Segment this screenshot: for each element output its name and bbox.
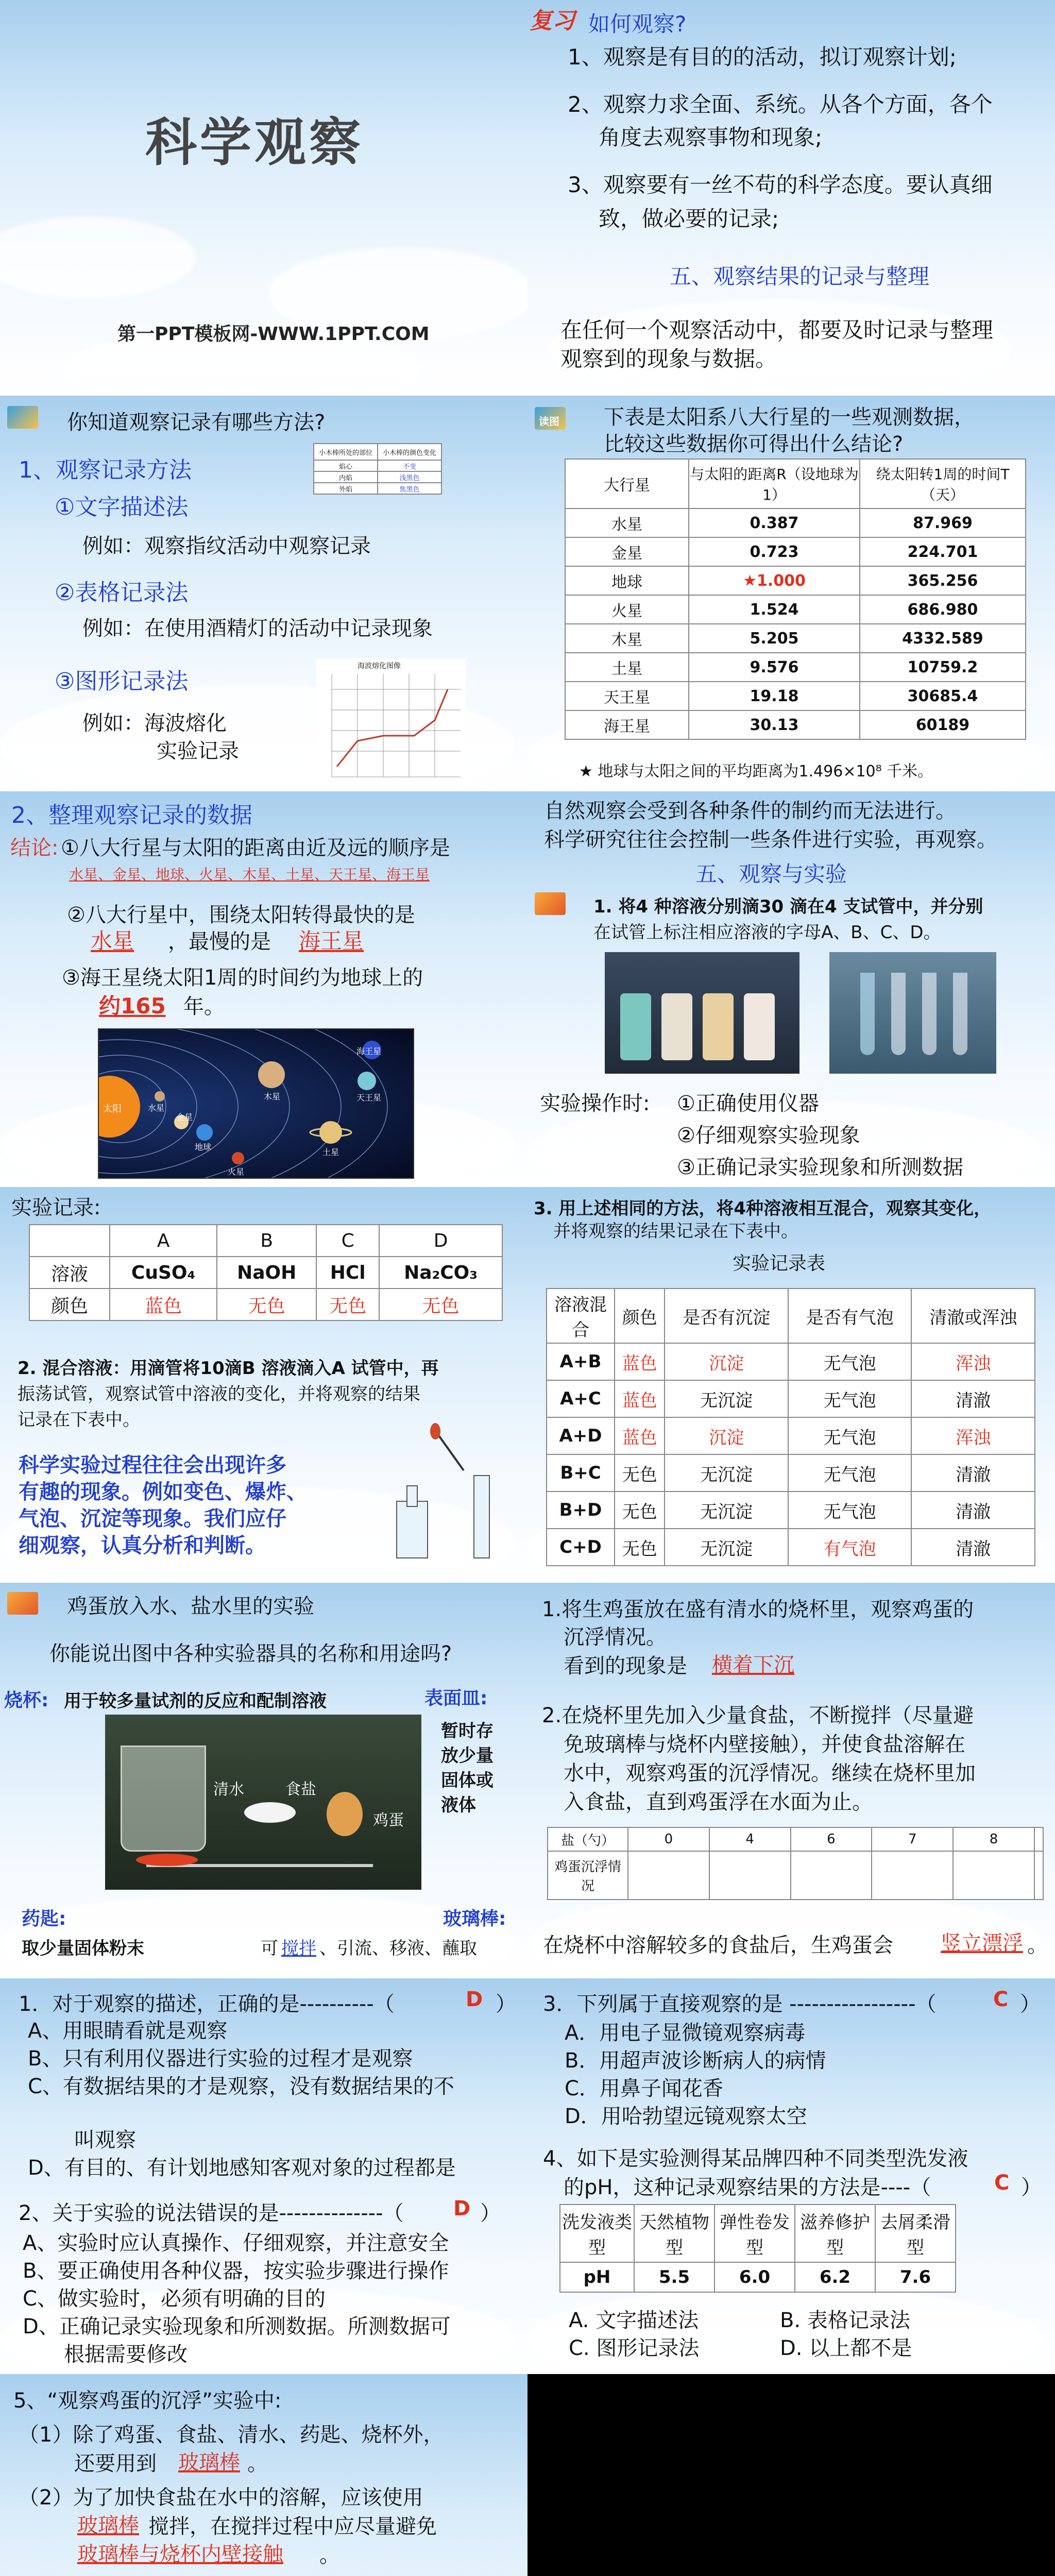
conclusion: ，最慢的是 [168,930,271,954]
step: 免玻璃棒与烧杯内壁接触），并使食盐溶解在 [564,1733,965,1756]
option: C．用鼻子闻花香 [565,2077,723,2100]
answer: 横着下沉 [712,1653,794,1677]
step: 水中，观察鸡蛋的沉浮情况。继续在烧杯里加 [564,1761,976,1785]
cell: 30.13 [689,710,860,739]
cell: 浑浊 [911,1417,1035,1454]
header-cell: 溶液混合 [547,1289,615,1343]
header-cell: 盐（勺） [548,1827,628,1851]
answer: 水星 [91,928,134,954]
option: 根据需要修改 [64,2343,188,2366]
cell: 蓝色 [615,1343,665,1380]
description: 用于较多量试剂的反应和配制溶液 [64,1691,327,1711]
cell: 清澈 [911,1492,1035,1529]
heading: 1、观察记录方法 [19,457,192,483]
cell: 蓝色 [615,1380,665,1417]
cell: 蓝色 [615,1417,665,1454]
cell: 不变 [378,460,441,471]
quiz-question: （2）为了加快食盐在水中的溶解，应该使用 [19,2486,423,2510]
header-cell: 天然植物型 [634,2205,714,2262]
header-cell: 清澈或浑浊 [911,1289,1035,1343]
cell: 无沉淀 [665,1529,788,1566]
question: 比较这些数据你可得出什么结论? [604,432,904,456]
answer: 玻璃棒 [77,2514,139,2537]
header-cell: D [379,1225,502,1257]
answer: 玻璃棒 [178,2451,240,2475]
method: ③图形记录法 [55,668,189,694]
option: A．用电子显微镜观察病毒 [565,2021,806,2045]
label: 烧杯: [4,1690,49,1711]
answer: 约165 [99,993,166,1019]
conclusion-label: 结论: [10,836,59,860]
slide-conclusions [0,791,528,1187]
header-cell: 8 [953,1827,1034,1851]
tip: 有趣的现象。例如变色、爆炸、 [19,1480,307,1504]
quiz-answer: C [994,2171,1010,2195]
option: D．用哈勃望远镜观察太空 [565,2105,807,2128]
cell: NaOH [217,1257,316,1289]
cell: 6.2 [795,2262,875,2292]
question: 你知道观察记录有哪些方法? [67,411,326,434]
header-cell: B [217,1225,316,1257]
quiz-question: 4、如下是实验测得某品牌四种不同类型洗发液 [543,2147,968,2171]
cell: 土星 [565,653,689,682]
header-cell: 0 [628,1827,709,1851]
quiz-question: ） [1021,2176,1042,2199]
cell: 0.387 [689,509,860,537]
option: D、有目的、有计划地感知客观对象的过程都是 [28,2156,456,2180]
step: 2.在烧杯里先加入少量食盐，不断搅拌（尽量避 [542,1704,974,1727]
option: A、实验时应认真操作、仔细观察，并注意安全 [23,2231,449,2255]
op-label: 实验操作时: [540,1092,650,1115]
quiz-question: 2、关于实验的说法错误的是--------------（ [19,2201,404,2225]
cell: 地球 [565,566,689,595]
cell: 686.980 [860,595,1026,624]
cell: 30685.4 [860,682,1026,710]
table-title: 实验记录表 [733,1253,826,1274]
quiz-question: 5、“观察鸡蛋的沉浮”实验中: [13,2389,282,2413]
conclusion: 在烧杯中溶解较多的食盐后，生鸡蛋会 [543,1934,893,1957]
exercise: 并将观察的结果记录在下表中。 [553,1221,798,1242]
chart-title: 海波熔化图像 [358,662,401,670]
cell: 10759.2 [860,653,1026,682]
quiz-question: 的pH，这种记录观察结果的方法是----（ [564,2176,931,2199]
example: 例如：在使用酒精灯的活动中记录现象 [82,617,433,640]
cell: A+C [547,1380,615,1417]
text: 科学研究往往会控制一些条件进行实验，再观察。 [544,828,997,852]
slide-egg-experiment [528,1583,1055,1978]
header-cell: 7 [872,1827,953,1851]
example: 例如：观察指纹活动中观察记录 [82,534,371,558]
slide-quiz-1 [0,1978,528,2374]
option: C. 图形记录法 [569,2336,700,2360]
header-cell: 6 [791,1827,872,1851]
example: 例如：海波熔化 [82,711,227,735]
header-cell: 4 [709,1827,791,1851]
planet-label: 水星 [148,1103,165,1113]
exercise: 3. 用上述相同的方法，将4种溶液相互混合，观察其变化， [534,1198,992,1219]
header-cell [29,1225,110,1257]
header-cell: C [316,1225,379,1257]
cell: A+D [547,1417,615,1454]
step: 看到的现象是 [564,1654,687,1678]
slide-egg-apparatus [0,1583,528,1978]
cell: 溶液 [29,1257,110,1289]
dropper-illustration [381,1414,515,1568]
exercise: 2. 混合溶液：用滴管将10滴B 溶液滴入A 试管中，再 [18,1358,439,1379]
activity-title: 鸡蛋放入水、盐水里的实验 [67,1595,314,1618]
photo-label: 清水 [213,1781,244,1799]
empty-area [528,2374,1055,2576]
cell: 浑浊 [911,1343,1035,1380]
mixing-table [546,1288,1035,1566]
cell: 5.5 [634,2262,714,2292]
description: 液体 [441,1795,476,1816]
quiz-question: 1．对于观察的描述，正确的是----------（ [19,1992,395,2016]
option: C、做实验时，必须有明确的目的 [23,2287,326,2311]
cell: Na₂CO₃ [379,1257,502,1289]
cell: 无气泡 [788,1492,912,1529]
cell: 无气泡 [788,1417,912,1454]
cell: 87.969 [860,509,1026,537]
option: A. 文字描述法 [569,2309,699,2332]
quiz-answer: D [466,1988,483,2011]
cell: B+C [547,1454,615,1492]
cell: 火星 [565,595,689,624]
activity-icon [7,1592,38,1615]
option: B．用超声波诊断病人的病情 [565,2049,826,2073]
planet-label: 天王星 [356,1093,382,1103]
section-heading: 五、观察结果的记录与整理 [670,264,930,289]
planet-label: 太阳 [103,1104,122,1114]
quiz-question [19,2573,423,2576]
tip: 科学实验过程往往会出现许多 [19,1453,286,1477]
cell: 内焰 [314,471,378,483]
description: 可 [261,1938,278,1959]
label: 实验记录: [11,1196,101,1219]
cell: 有气泡 [788,1529,912,1566]
cell: 清澈 [911,1529,1035,1566]
cell: 无色 [615,1492,665,1529]
quiz-question: 搅拌，在搅拌过程中应尽量避免 [148,2515,437,2538]
planet-label: 金星 [176,1112,193,1122]
test-tubes-photo [829,952,996,1074]
review-item: 2、观察力求全面、系统。从各个方面，各个 [568,92,993,117]
cell: HCl [316,1257,379,1289]
cell: 365.256 [860,566,1026,595]
mini-table [313,443,442,495]
cell: 1.524 [689,595,860,624]
slide-title [0,0,528,396]
description: 固体或 [441,1770,494,1791]
cell: 无色 [379,1289,502,1320]
cell: 无沉淀 [665,1492,788,1529]
cell: 7.6 [875,2262,956,2292]
label: 玻璃棒: [443,1908,506,1929]
page-title: 科学观察 [145,112,364,173]
melting-chart [316,658,466,787]
cell: 无色 [217,1289,316,1320]
review-item: 致，做必要的记录; [599,206,779,231]
review-tag: 复习 [530,8,575,34]
quiz-question: ） [1020,1992,1041,2016]
tip: 细观察，认真分析和判断。 [19,1534,266,1557]
quiz-question: 3．下列属于直接观察的是 -----------------（ [543,1992,937,2016]
slide-review [528,0,1055,396]
cell: 沉淀 [665,1343,788,1380]
review-item: 3、观察要有一丝不苟的科学态度。要认真细 [568,172,993,197]
cell: 9.576 [689,653,860,682]
review-item: 角度去观察事物和现象; [599,125,823,150]
header-cell: 颜色 [615,1289,665,1343]
cell: 海王星 [565,710,689,739]
planet-label: 海王星 [356,1046,382,1056]
quiz-answer: C [993,1988,1009,2011]
cell: 小木棒的颜色变化 [378,444,441,460]
answer: 竖立漂浮 [941,1931,1023,1955]
review-text: 观察到的现象与数据。 [560,346,777,371]
planet-label: 地球 [195,1142,212,1152]
cell: 4332.589 [860,624,1026,653]
planet-label: 木星 [264,1092,281,1101]
salt-table [547,1827,1044,1900]
review-item: 1、观察是有目的的活动，拟订观察计划; [568,44,957,70]
solar-system-image [98,1028,414,1179]
quiz-question: （1）除了鸡蛋、食盐、清水、药匙、烧杯外， [19,2423,444,2447]
quiz-question: ） [480,2201,501,2225]
conclusion: 。 [1027,1934,1048,1957]
reagent-bottles-photo [605,952,799,1074]
option: C、有数据结果的才是观察，没有数据结果的不 [28,2075,454,2098]
cell: 无色 [615,1454,665,1492]
example: 实验记录 [157,739,239,763]
description: 、引流、移液、蘸取 [319,1938,477,1959]
step: 沉浮情况。 [564,1625,667,1649]
cell: 金星 [565,537,689,566]
cell: 焦黑色 [378,483,441,494]
cell: 蓝色 [110,1289,217,1320]
description: 暂时存 [441,1721,494,1741]
step: 1.将生鸡蛋放在盛有清水的烧杯里，观察鸡蛋的 [542,1598,974,1621]
exercise: 1. 将4 种溶液分别滴30 滴在4 支试管中，并分别 [593,896,983,917]
answer: 水星、金星、地球、火星、木星、土星、天王星、海王星 [69,866,430,883]
description: 搅拌 [281,1938,316,1959]
photo-label: 鸡蛋 [373,1811,404,1829]
header-cell [1034,1827,1043,1851]
method: ①文字描述法 [55,494,189,520]
section-heading: 五、观察与实验 [695,861,847,887]
slide-planets-table [528,396,1055,791]
option: 叫观察 [74,2128,136,2152]
cell: 60189 [860,710,1026,739]
cell: 5.205 [689,624,860,653]
heading: 2、整理观察记录的数据 [11,802,252,828]
cell: 焰心 [314,460,378,471]
slide-quiz-2 [528,1978,1055,2374]
header-cell: A [110,1225,217,1257]
option: B、只有利用仪器进行实验的过程才是观察 [28,2047,413,2071]
slide-experiment-record [0,1187,528,1583]
header-cell: 是否有沉淀 [665,1289,788,1343]
cell: 无色 [615,1529,665,1566]
description: 放少量 [441,1745,494,1766]
header-cell: 滋养修护型 [795,2205,875,2262]
cell: 无气泡 [788,1343,912,1380]
cell: 无气泡 [788,1454,912,1492]
cell: 沉淀 [665,1417,788,1454]
planet-label: 土星 [322,1147,339,1157]
activity-icon [535,892,566,915]
solution-table [29,1224,503,1321]
slide-quiz-3 [0,2374,528,2576]
header-cell: 与太阳的距离R（设地球为1） [689,459,860,509]
review-text: 在任何一个观察活动中，都要及时记录与整理 [560,317,994,343]
header-cell: 弹性卷发型 [714,2205,795,2262]
cell: 19.18 [689,682,860,710]
op-item: ②仔细观察实验现象 [677,1124,860,1147]
cell: B+D [547,1492,615,1529]
header-cell: 绕太阳转1周的时间T（天） [860,459,1026,509]
tag: 读图 [539,415,559,428]
cell: C+D [547,1529,615,1566]
option: A、用眼睛看就是观察 [28,2019,228,2043]
answer: 玻璃棒与烧杯内壁接触 [77,2543,283,2566]
planet-table [565,459,1026,740]
conclusion: ②八大行星中，围绕太阳转得最快的是 [67,903,415,927]
option: D、正确记录实验现象和所测数据。所测数据可 [23,2315,451,2338]
cell: 水星 [565,509,689,537]
question: 你能说出图中各种实验器具的名称和用途吗? [49,1642,452,1666]
review-heading: 如何观察? [588,11,687,37]
cell: 无沉淀 [665,1454,788,1492]
apparatus-photo [105,1715,421,1890]
cell: 清澈 [911,1454,1035,1492]
slide-record-methods [0,396,528,791]
quiz-question: ） [496,1992,516,2016]
option: B. 表格记录法 [780,2309,910,2332]
page-subtitle: 第一PPT模板网-WWW.1PPT.COM [117,324,430,345]
photo-label: 食盐 [285,1781,316,1799]
method: ②表格记录法 [55,580,189,606]
conclusion: 年。 [183,995,225,1019]
cell: 无沉淀 [665,1380,788,1417]
header-cell: 去屑柔滑型 [875,2205,956,2262]
book-icon [7,406,38,429]
op-item: ③正确记录实验现象和所测数据 [677,1156,963,1179]
cell: 颜色 [29,1289,110,1320]
exercise: 在试管上标注相应溶液的字母A、B、C、D。 [593,922,941,943]
chart-grid [316,658,466,787]
answer: 海王星 [299,928,364,954]
cell: 浅黑色 [378,471,441,483]
step: 入食盐，直到鸡蛋浮在水面为止。 [564,1790,873,1814]
cell: 清澈 [911,1380,1035,1417]
header-cell: 大行星 [565,459,689,509]
option: D. 以上都不是 [780,2336,912,2360]
cell: 鸡蛋沉浮情况 [548,1851,628,1900]
text: 自然观察会受到各种条件的制约而无法进行。 [544,799,956,823]
quiz-answer: D [453,2197,471,2221]
option: B、要正确使用各种仪器，按实验步骤进行操作 [23,2259,449,2283]
header-cell: 是否有气泡 [788,1289,912,1343]
cell: 无色 [316,1289,379,1320]
cell: 6.0 [714,2262,795,2292]
cell: 无气泡 [788,1380,912,1417]
quiz-question: 。 [247,2452,268,2476]
question: 下表是太阳系八大行星的一些观测数据， [604,405,975,429]
conclusion: ①八大行星与太阳的距离由近及远的顺序是 [61,836,450,860]
chart-line [337,689,448,767]
cell: ★1.000 [689,566,860,595]
label: 药匙: [22,1908,66,1929]
exercise: 振荡试管，观察试管中溶液的变化，并将观察的结果 [18,1384,420,1404]
cell: pH [560,2262,634,2292]
op-item: ①正确使用仪器 [677,1092,819,1115]
cell: 外焰 [314,483,378,494]
planet-label: 火星 [228,1167,245,1177]
quiz-question: 。 [319,2544,340,2567]
cell: 天王星 [565,682,689,710]
ph-table [559,2204,956,2293]
exercise: 记录在下表中。 [18,1410,140,1430]
label: 表面皿: [424,1688,488,1709]
conclusion: ③海王星绕太阳1周的时间约为地球上的 [62,966,423,990]
quiz-question: 还要用到 [74,2452,157,2476]
cell: 木星 [565,624,689,653]
tip: 气泡、沉淀等现象。我们应仔 [19,1507,286,1531]
slide-mixing-table [528,1187,1055,1583]
note: ★ 地球与太阳之间的平均距离为1.496×10⁸ 千米。 [579,762,933,781]
cell: 224.701 [860,537,1026,566]
header-cell: 洗发液类型 [560,2205,634,2262]
cell: 小木棒所处的部位 [314,444,378,460]
cell: CuSO₄ [110,1257,217,1289]
cell: A+B [547,1343,615,1380]
description: 取少量固体粉末 [22,1938,144,1959]
slide-observe-experiment [528,791,1055,1187]
cell: 0.723 [689,537,860,566]
